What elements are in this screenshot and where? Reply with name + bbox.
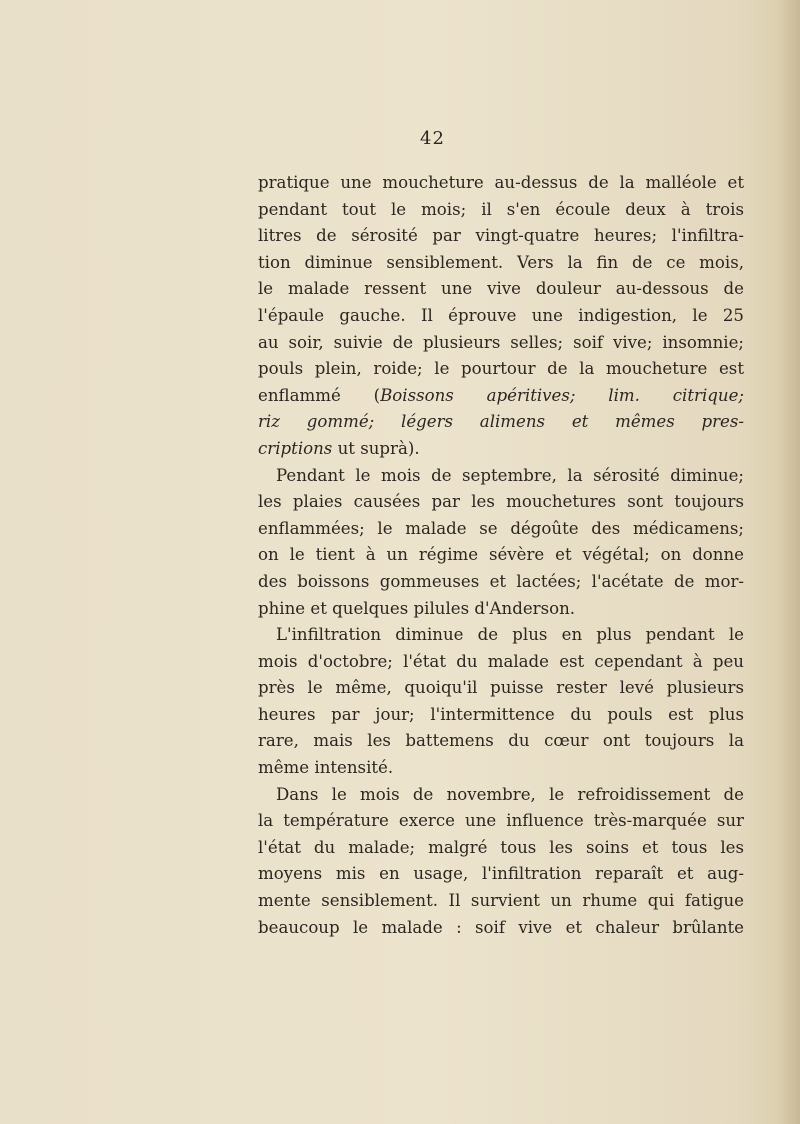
text-line: des boissons gommeuses et lactées; l'acétate de mor- [258,571,744,591]
paragraph [258,463,744,623]
text-line: pratique une moucheture au-dessus de la malléole et [258,173,744,192]
text-line: près le même, quoiqu'il puisse rester levé plusieurs [258,678,744,698]
paragraph [258,170,744,463]
text-run: enflammé ( [258,385,381,405]
text-line: rare, mais les battemens du cœur ont toujours la [258,731,744,751]
paragraph [258,622,744,782]
text-line: Dans le mois de novembre, le refroidissement de [276,784,744,804]
italic-run: criptions [258,438,333,458]
text-line: mente sensiblement. Il survient un rhume qui fatigue [258,891,744,911]
text-line: l'état du malade; malgré tous les soins et tous les [258,837,744,857]
text-line: pouls plein, roide; le pourtour de la moucheture est [258,359,744,379]
text-line: mois d'octobre; l'état du malade est cependant à peu [258,651,744,671]
text-line: on le tient à un régime sévère et végétal; on donne [258,545,744,565]
body-text [258,170,744,941]
text-line [258,383,744,410]
text-line: au soir, suivie de plusieurs selles; soif vive; insomnie; [258,332,744,352]
text-line: heures par jour; l'intermittence du pouls est plus [258,704,744,724]
text-line: moyens mis en usage, l'infiltration reparaît et aug- [258,864,744,884]
text-line: pendant tout le mois; il s'en écoule deux à trois [258,199,744,219]
text-line: même intensité. [258,758,394,778]
text-line: litres de sérosité par vingt-quatre heures; l'infiltra- [258,226,744,246]
text-line: tion diminue sensiblement. Vers la fin de ce mois, [258,252,744,272]
text-line: beaucoup le malade : soif vive et chaleur brûlante [258,917,744,937]
text-line: L'infiltration diminue de plus en plus pendant le [276,625,744,645]
italic-run: Boissons apéritives; lim. citrique; [380,385,744,405]
text-line: enflammées; le malade se dégoûte des médicamens; [258,518,744,538]
text-line: le malade ressent une vive douleur au-dessous de [258,279,744,299]
text-run: ut suprà). [332,438,420,458]
italic-run: riz gommé; légers alimens et mêmes pres- [258,412,744,432]
text-line [258,436,744,463]
page-number: 42 [420,128,445,149]
text-line: l'épaule gauche. Il éprouve une indigestion, le 25 [258,305,744,325]
text-line: la température exerce une influence très-marquée sur [258,811,744,831]
paragraph [258,782,744,942]
page-edge-shadow [778,0,800,1124]
text-line: les plaies causées par les mouchetures sont toujours [258,492,744,512]
text-line [258,409,744,436]
text-line: phine et quelques pilules d'Anderson. [258,598,576,618]
text-line: Pendant le mois de septembre, la sérosité diminue; [276,465,744,485]
